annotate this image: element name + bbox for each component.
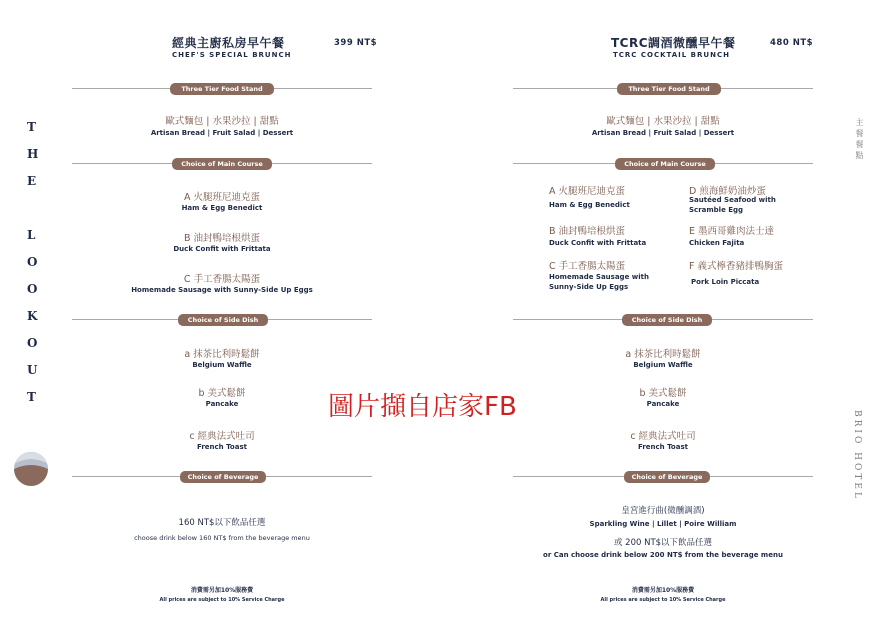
main-item-en: Duck Confit with Frittata [173,245,271,253]
beverage-zh: 160 NT$以下飲品任選 [178,518,266,528]
side-label-zh: 主餐餐點 [855,118,864,162]
beverage-zh: 皇宮進行曲(微醺調酒) [621,506,705,516]
left-title-zh: 經典主廚私房早午餐 [172,36,285,50]
main-item-en: Sunny-Side Up Eggs [549,283,629,291]
main-item-en: Homemade Sausage with Sunny-Side Up Eggs [131,286,313,294]
brand-letter: O [27,336,38,350]
main-item-zh: B 油封鴨培根烘蛋 [183,233,261,244]
right-title-zh: TCRC調酒微醺早午餐 [611,36,736,50]
side-item-en: Belgium Waffle [633,361,693,369]
stand-items-en: Artisan Bread | Fruit Salad | Dessert [150,129,294,137]
main-item-zh: D 煎海鮮奶油炒蛋 [689,186,766,197]
side-item-zh: a 抹茶比利時鬆餅 [184,349,260,360]
stand-items-en: Artisan Bread | Fruit Salad | Dessert [591,129,735,137]
main-item-zh: C 手工香腸太陽蛋 [549,261,626,272]
side-item-zh: c 經典法式吐司 [630,431,696,442]
brand-letter: H [27,147,39,161]
main-item-en: Chicken Fajita [689,239,745,247]
watermark-text: 圖片擷自店家FB [328,392,517,422]
main-item-zh: A 火腿班尼迪克蛋 [549,186,626,197]
main-item-zh: B 油封鴨培根烘蛋 [549,226,626,237]
left-price: 399 NT$ [334,38,378,48]
stand-items-zh: 歐式麵包 | 水果沙拉 | 甜點 [165,116,279,127]
side-item-zh: c 經典法式吐司 [189,431,255,442]
service-note-en: All prices are subject to 10% Service Charge [159,597,285,603]
section-beverage-pill: Choice of Beverage [624,471,710,483]
service-note-zh: 消費需另加10%服務費 [631,587,695,594]
beverage-or-en: or Can choose drink below 200 NT$ from the beverage menu [543,551,783,559]
main-item-en: Sautéed Seafood with [689,196,776,204]
main-item-en: Ham & Egg Benedict [181,204,263,212]
section-main-pill: Choice of Main Course [172,158,272,170]
section-side-pill: Choice of Side Dish [178,314,268,326]
beverage-or-zh: 或 200 NT$以下飲品任選 [613,538,713,548]
service-note-en: All prices are subject to 10% Service Charge [600,597,726,603]
side-item-en: Pancake [646,400,680,408]
left-title-en: CHEF'S SPECIAL BRUNCH [172,51,292,59]
right-title-en: TCRC COCKTAIL BRUNCH [613,51,730,59]
service-note-zh: 消費需另加10%服務費 [190,587,254,594]
right-price: 480 NT$ [770,38,814,48]
logo-icon [14,452,48,486]
main-item-en: Scramble Egg [689,206,744,214]
side-item-en: French Toast [197,443,247,451]
side-item-en: Belgium Waffle [192,361,252,369]
section-main-pill: Choice of Main Course [615,158,715,170]
main-item-zh: E 墨西哥雞肉法士達 [689,226,775,237]
brand-letter: T [27,390,36,404]
main-item-en: Ham & Egg Benedict [549,201,630,209]
beverage-en: Sparkling Wine | Lillet | Poire William [589,520,737,528]
side-label-hotel: BRIO HOTEL [852,410,862,501]
beverage-en: choose drink below 160 NT$ from the beverage menu [134,534,310,542]
side-item-en: Pancake [205,400,239,408]
main-item-zh: C 手工香腸太陽蛋 [183,274,261,285]
main-item-zh: A 火腿班尼迪克蛋 [183,192,261,203]
brand-letter: E [27,174,37,188]
side-item-en: French Toast [638,443,688,451]
main-item-en: Pork Loin Piccata [691,278,760,286]
side-item-zh: b 美式鬆餅 [639,388,687,399]
section-side-pill: Choice of Side Dish [622,314,712,326]
section-stand-pill: Three Tier Food Stand [617,83,721,95]
side-item-zh: a 抹茶比利時鬆餅 [625,349,701,360]
brand-letter: L [27,228,36,242]
brand-letter: U [27,363,38,377]
main-item-en: Duck Confit with Frittata [549,239,647,247]
brand-letter: O [27,255,38,269]
section-stand-pill: Three Tier Food Stand [170,83,274,95]
stand-items-zh: 歐式麵包 | 水果沙拉 | 甜點 [606,116,720,127]
side-item-zh: b 美式鬆餅 [198,388,246,399]
brand-letter: O [27,282,38,296]
main-item-en: Homemade Sausage with [549,273,649,281]
section-beverage-pill: Choice of Beverage [180,471,266,483]
brand-letter: K [27,309,38,323]
brand-letter: T [27,120,36,134]
main-item-zh: F 義式檸香豬排鴨胸蛋 [689,261,783,272]
